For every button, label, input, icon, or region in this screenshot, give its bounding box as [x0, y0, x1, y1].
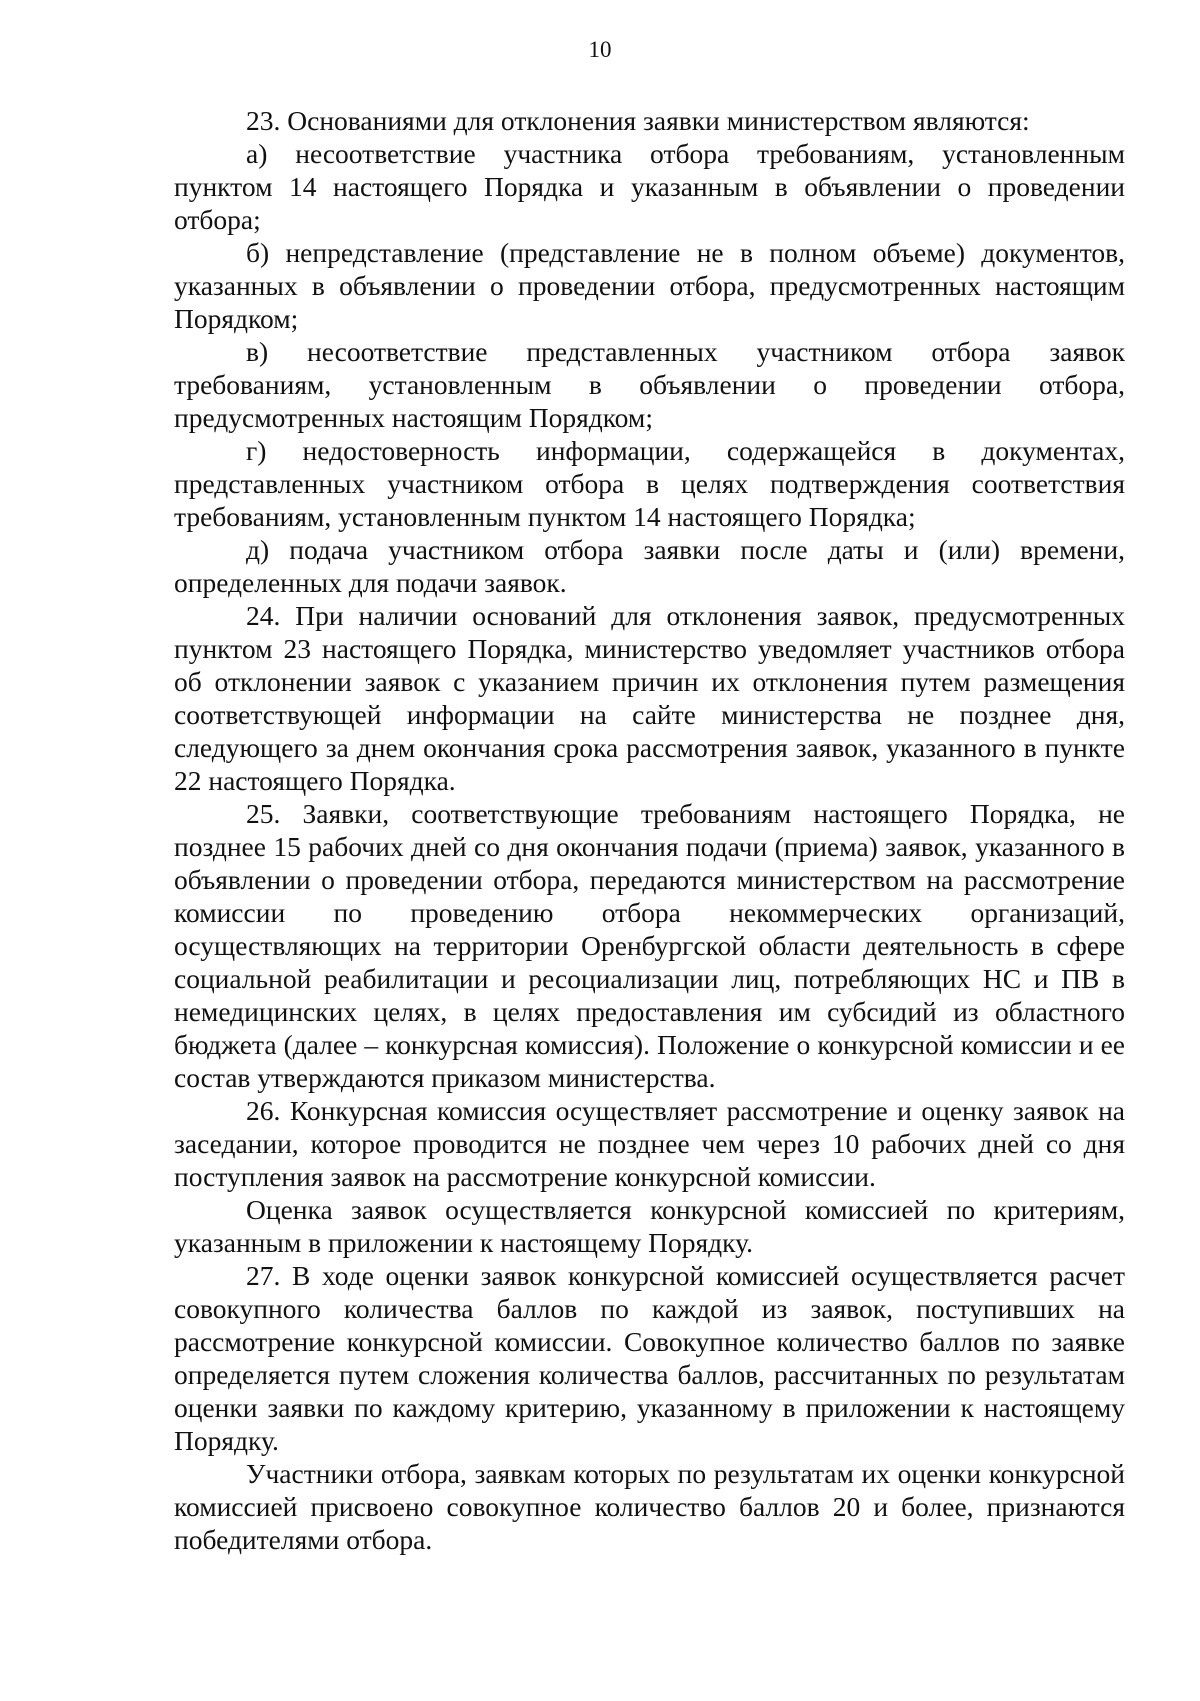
paragraph-23-b: б) непредставление (представление не в полном объеме) документов, указанных в объявлении о проведении отбора, предусмотренных настоящим Порядком; [174, 237, 1125, 334]
page-number: 10 [588, 37, 612, 62]
paragraph-25: 25. Заявки, соответствующие требованиям настоящего Порядка, не позднее 15 рабочих дней со дня окончания подачи (приема) заявок, указанного в объявлении о проведении отбора, передаются министерством на рассмотрение комиссии по проведению отбора некоммерческих организаций, осуществляющих на территории Оренбургской области деятельность в сфере социальной реабилитации и ресоциализации лиц, потребляющих НС и ПВ в немедицинских целях, в целях предоставления им субсидий из областного бюджета (далее – конкурсная комиссия). Положение о конкурсной комиссии и ее состав утверждаются приказом министерства. [174, 798, 1125, 1093]
paragraph-26: 26. Конкурсная комиссия осуществляет рассмотрение и оценку заявок на заседании, которое проводится не позднее чем через 10 рабочих дней со дня поступления заявок на рассмотрение конкурсной комиссии. [174, 1095, 1125, 1192]
paragraph-24: 24. При наличии оснований для отклонения заявок, предусмотренных пунктом 23 настоящего Порядка, министерство уведомляет участников отбора об отклонении заявок с указанием причин их отклонения путем размещения соответствующей информации на сайте министерства не позднее дня, следующего за днем окончания срока рассмотрения заявок, указанного в пункте 22 настоящего Порядка. [174, 600, 1125, 796]
paragraph-23-e: д) подача участником отбора заявки после даты и (или) времени, определенных для подачи заявок. [174, 534, 1125, 598]
paragraph-27-winners: Участники отбора, заявкам которых по результатам их оценки конкурсной комиссией присвоено совокупное количество баллов 20 и более, признаются победителями отбора. [174, 1458, 1125, 1555]
paragraph-27: 27. В ходе оценки заявок конкурсной комиссией осуществляется расчет совокупного количества баллов по каждой из заявок, поступивших на рассмотрение конкурсной комиссии. Совокупное количество баллов по заявке определяется путем сложения количества баллов, рассчитанных по результатам оценки заявки по каждому критерию, указанному в приложении к настоящему Порядку. [174, 1260, 1125, 1456]
paragraph-23: 23. Основаниями для отклонения заявки министерством являются: [246, 105, 1030, 136]
paragraph-26-evaluation: Оценка заявок осуществляется конкурсной комиссией по критериям, указанным в приложении к настоящему Порядку. [174, 1194, 1125, 1258]
paragraph-23-d: г) недостоверность информации, содержащейся в документах, представленных участником отбора в целях подтверждения соответствия требованиям, установленным пунктом 14 настоящего Порядка; [174, 435, 1125, 532]
document-body [174, 104, 1125, 1556]
paragraph-23-a: а) несоответствие участника отбора требованиям, установленным пунктом 14 настоящего Порядка и указанным в объявлении о проведении отбора; [174, 138, 1125, 235]
paragraph-23-c: в) несоответствие представленных участником отбора заявок требованиям, установленным в объявлении о проведении отбора, предусмотренных настоящим Порядком; [174, 336, 1125, 433]
